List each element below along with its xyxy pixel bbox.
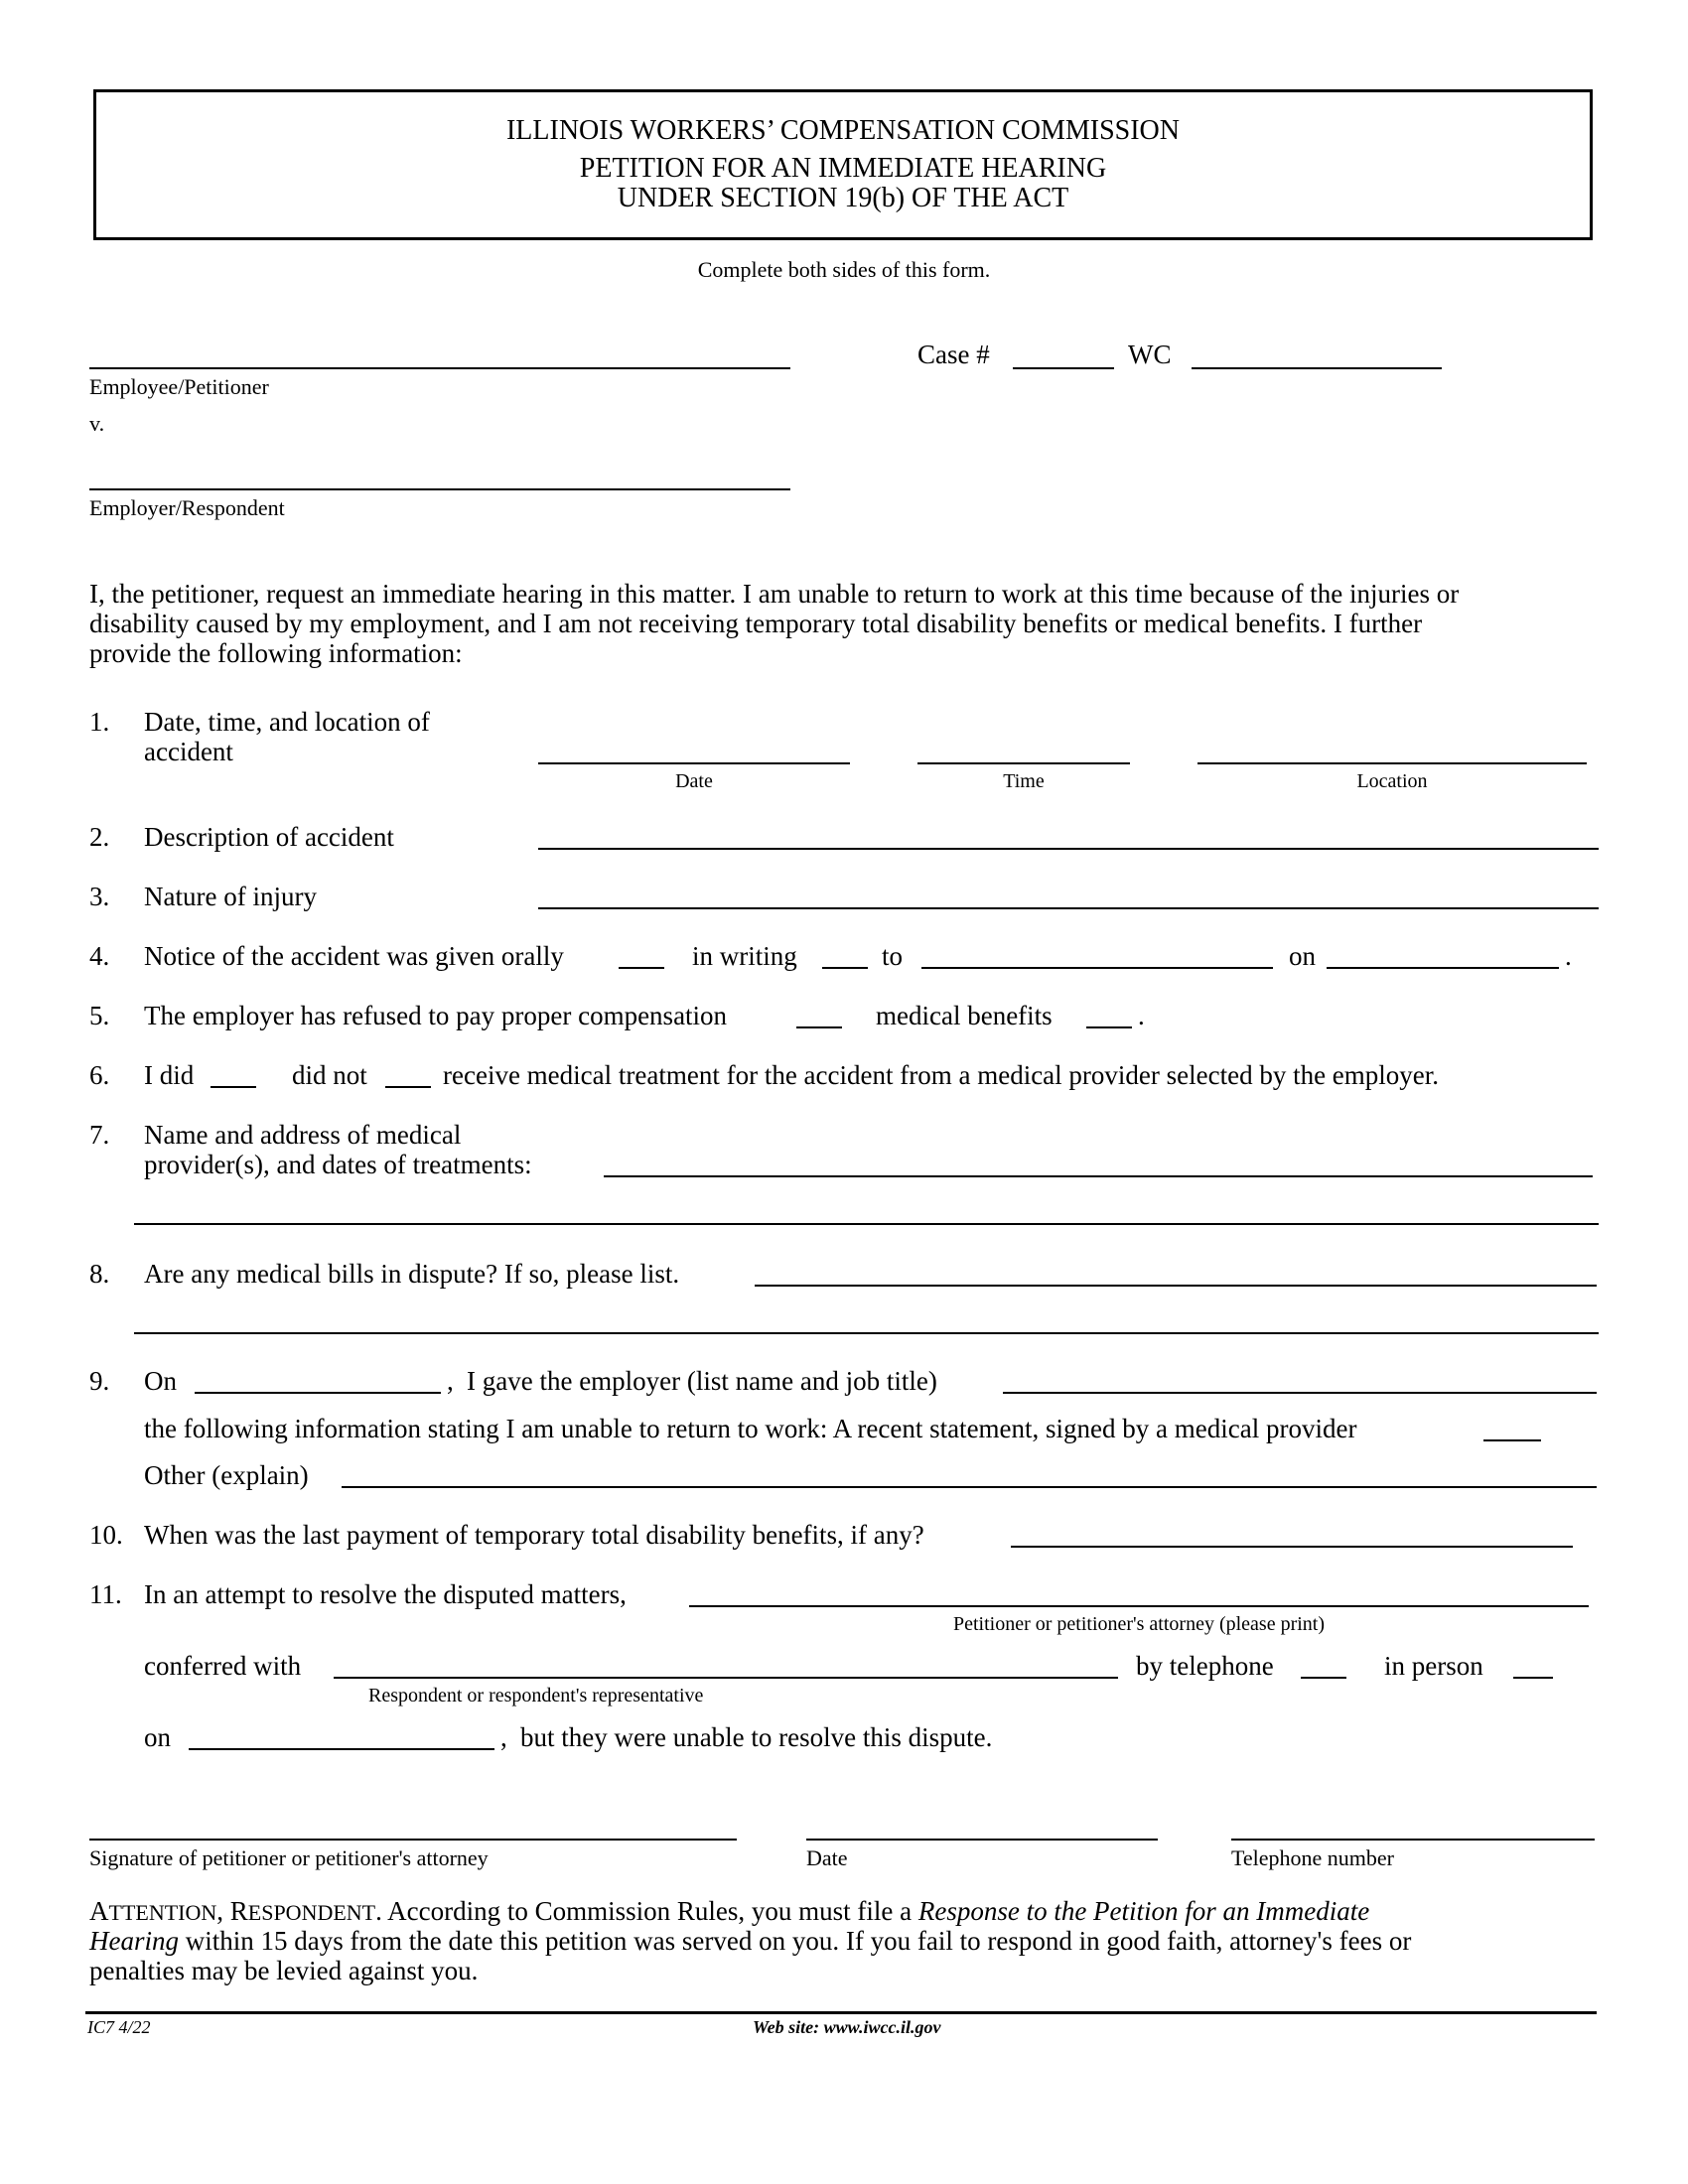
item-4-text: Notice of the accident was given orally (144, 941, 564, 971)
statement-date-field[interactable] (195, 1392, 441, 1394)
item-10-text: When was the last payment of temporary total disability benefits, if any? (144, 1520, 924, 1550)
respondent-representative-field[interactable] (334, 1677, 1118, 1679)
attention-line-3: penalties may be levied against you. (89, 1956, 479, 1985)
item-3-number: 3. (89, 882, 110, 911)
in-person-blank[interactable] (1513, 1677, 1553, 1679)
item-5-period: . (1138, 1001, 1145, 1030)
footer-rule (85, 2011, 1597, 2014)
did-receive-blank[interactable] (211, 1086, 256, 1088)
other-explain-label: Other (explain) (144, 1460, 309, 1490)
notice-to-label: to (882, 941, 904, 971)
attention-response-title: Response to the Petition for an Immediate (917, 1896, 1370, 1926)
date-caption: Date (675, 770, 713, 792)
signature-label: Signature of petitioner or petitioner's attorney (89, 1845, 489, 1870)
disputed-bills-field-1[interactable] (755, 1285, 1597, 1287)
instructions-text: Complete both sides of this form. (697, 257, 991, 282)
respondent-caption: Respondent or respondent's representative (368, 1685, 704, 1706)
petition-subtitle: UNDER SECTION 19(b) OF THE ACT (617, 183, 1069, 213)
attention-comma: , (216, 1896, 230, 1926)
item-9-gave-text: I gave the employer (list name and job title) (467, 1366, 937, 1396)
item-3-text: Nature of injury (144, 882, 317, 911)
other-explain-field[interactable] (342, 1486, 1597, 1488)
in-person-label: in person (1384, 1651, 1483, 1681)
item-6-rest: receive medical treatment for the accident from a medical provider selected by the employer. (443, 1060, 1440, 1090)
medical-provider-field-2[interactable] (134, 1223, 1599, 1225)
attention-lead: . According to Commission Rules, you must file a (375, 1896, 918, 1926)
notice-date-field[interactable] (1327, 967, 1559, 969)
employee-label: Employee/Petitioner (89, 374, 269, 399)
item-1-text-line1: Date, time, and location of (144, 707, 430, 737)
item-11-comma: , (500, 1722, 507, 1752)
item-2-text: Description of accident (144, 822, 394, 852)
item-7-text-line2: provider(s), and dates of treatments: (144, 1150, 532, 1179)
intro-line-3: provide the following information: (89, 638, 463, 668)
signature-date-field[interactable] (806, 1839, 1158, 1841)
last-ttd-payment-field[interactable] (1011, 1546, 1573, 1548)
item-10-number: 10. (89, 1520, 123, 1550)
item-5-number: 5. (89, 1001, 110, 1030)
accident-time-field[interactable] (917, 762, 1130, 764)
case-number-label: Case # (917, 340, 990, 369)
item-7-text-line1: Name and address of medical (144, 1120, 462, 1150)
website-text: Web site: www.iwcc.il.gov (753, 2017, 941, 2037)
conferred-with-label: conferred with (144, 1651, 302, 1681)
item-8-text: Are any medical bills in dispute? If so, please list. (144, 1259, 680, 1289)
item-1-number: 1. (89, 707, 110, 737)
attention-line-1 (89, 1896, 1369, 1928)
conference-on-label: on (144, 1722, 171, 1752)
versus-label: v. (89, 411, 105, 436)
did-not-label: did not (292, 1060, 367, 1090)
attention-ttention: TTENTION (108, 1900, 217, 1925)
did-not-receive-blank[interactable] (385, 1086, 431, 1088)
employer-name-field[interactable] (89, 488, 790, 490)
form-header-box (93, 89, 1593, 240)
accident-location-field[interactable] (1197, 762, 1587, 764)
accident-date-field[interactable] (538, 762, 850, 764)
unable-to-resolve-text: but they were unable to resolve this dispute. (520, 1722, 993, 1752)
item-2-number: 2. (89, 822, 110, 852)
notice-orally-blank[interactable] (619, 967, 664, 969)
refused-compensation-blank[interactable] (796, 1026, 842, 1028)
intro-line-2: disability caused by my employment, and I am not receiving temporary total disability benefits or medical benefits. I further (89, 609, 1423, 638)
refused-medical-blank[interactable] (1086, 1026, 1132, 1028)
petition-title: PETITION FOR AN IMMEDIATE HEARING (579, 153, 1107, 184)
disputed-bills-field-2[interactable] (134, 1332, 1599, 1334)
injury-nature-field[interactable] (538, 907, 1599, 909)
employer-name-title-field[interactable] (1003, 1392, 1597, 1394)
notice-in-writing-blank[interactable] (822, 967, 868, 969)
notice-on-label: on (1289, 941, 1316, 971)
attention-espondent: ESPONDENT (247, 1900, 376, 1925)
item-9-line2: the following information stating I am unable to return to work: A recent statement, signed by a medical provider (144, 1414, 1357, 1443)
wc-label: WC (1128, 340, 1172, 369)
item-9-comma: , (447, 1366, 454, 1396)
telephone-number-field[interactable] (1231, 1839, 1595, 1841)
attention-deadline: within 15 days from the date this petition was served on you. If you fail to respond in good faith, attorney's fees or (179, 1926, 1412, 1956)
commission-title: ILLINOIS WORKERS’ COMPENSATION COMMISSION (505, 115, 1180, 146)
item-8-number: 8. (89, 1259, 110, 1289)
by-telephone-label: by telephone (1136, 1651, 1274, 1681)
medical-benefits-label: medical benefits (876, 1001, 1053, 1030)
in-writing-label: in writing (692, 941, 797, 971)
item-11-text: In an attempt to resolve the disputed matters, (144, 1579, 627, 1609)
item-4-period: . (1565, 941, 1572, 971)
item-9-on-label: On (144, 1366, 177, 1396)
petitioner-caption: Petitioner or petitioner's attorney (please print) (952, 1613, 1326, 1635)
wc-number-field[interactable] (1192, 367, 1442, 369)
item-9-number: 9. (89, 1366, 110, 1396)
attention-r: R (229, 1896, 248, 1926)
medical-statement-blank[interactable] (1483, 1439, 1541, 1441)
form-id: IC7 4/22 (87, 2017, 151, 2037)
notice-to-field[interactable] (921, 967, 1273, 969)
conference-date-field[interactable] (189, 1748, 494, 1750)
time-caption: Time (1003, 770, 1045, 792)
employee-name-field[interactable] (89, 367, 790, 369)
telephone-label: Telephone number (1231, 1845, 1395, 1870)
item-7-number: 7. (89, 1120, 110, 1150)
item-1-text-line2: accident (144, 737, 233, 766)
item-4-number: 4. (89, 941, 110, 971)
location-caption: Location (1356, 770, 1428, 792)
intro-line-1: I, the petitioner, request an immediate hearing in this matter. I am unable to return to work at this time because of the injuries or (89, 579, 1460, 609)
item-6-number: 6. (89, 1060, 110, 1090)
i-did-label: I did (144, 1060, 195, 1090)
signature-date-label: Date (806, 1845, 848, 1870)
case-number-field[interactable] (1013, 367, 1114, 369)
by-telephone-blank[interactable] (1301, 1677, 1346, 1679)
medical-provider-field-1[interactable] (604, 1175, 1593, 1177)
petitioner-signature-field[interactable] (89, 1839, 737, 1841)
accident-description-field[interactable] (538, 848, 1599, 850)
attention-a: A (89, 1896, 109, 1926)
attention-hearing: Hearing (89, 1926, 179, 1956)
attention-line-2 (89, 1926, 1411, 1956)
employer-label: Employer/Respondent (89, 495, 285, 520)
item-11-number: 11. (89, 1579, 122, 1609)
item-5-text: The employer has refused to pay proper compensation (144, 1001, 728, 1030)
petitioner-print-field[interactable] (689, 1605, 1589, 1607)
